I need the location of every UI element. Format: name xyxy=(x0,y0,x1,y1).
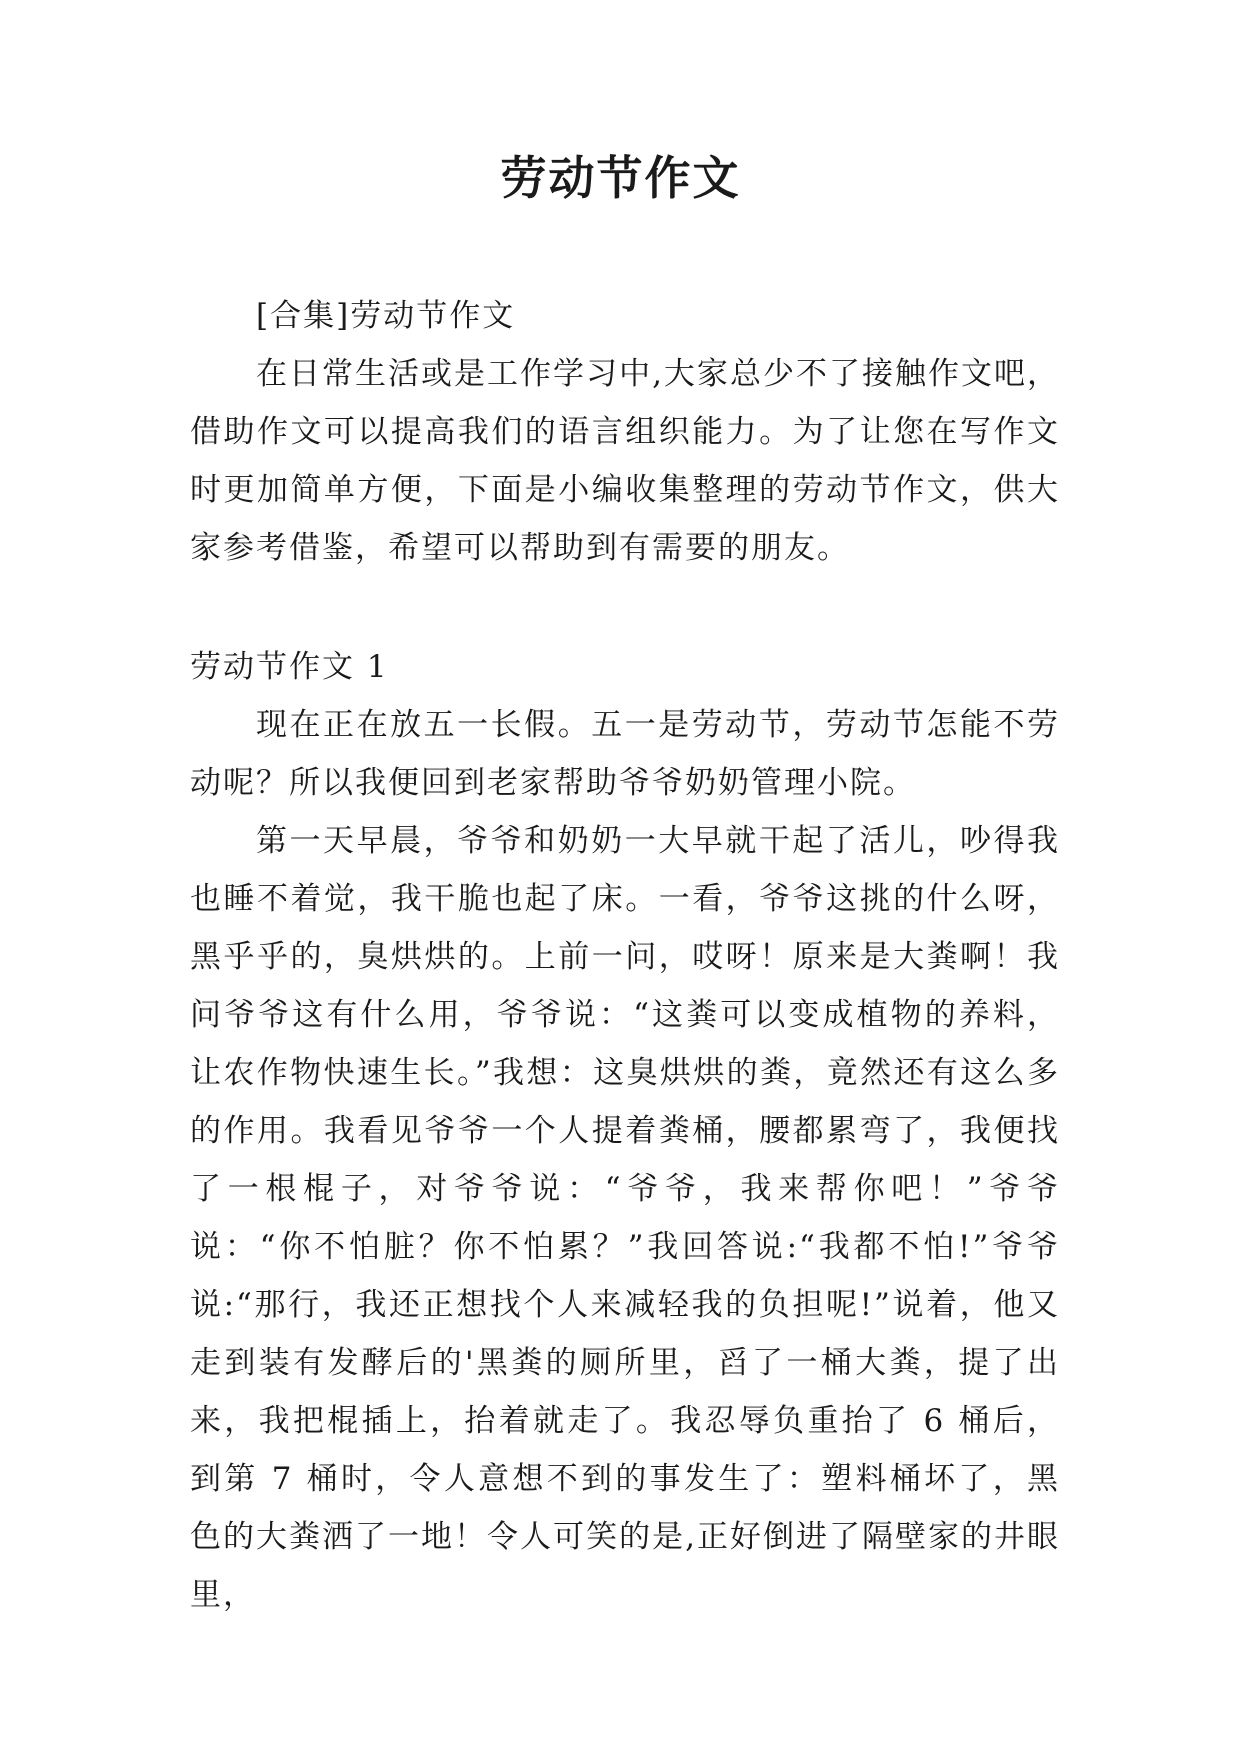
intro-section xyxy=(190,287,1060,577)
document-title: 劳动节作文 xyxy=(500,151,741,205)
article-heading: 劳动节作文 1 xyxy=(190,649,389,685)
article-paragraph: 现在正在放五一长假。五一是劳动节，劳动节怎能不劳动呢？所以我便回到老家帮助爷爷奶奶管理小院。 xyxy=(190,707,1060,801)
intro-subtitle: [合集]劳动节作文 xyxy=(256,298,516,334)
article-paragraph: 第一天早晨，爷爷和奶奶一大早就干起了活儿，吵得我也睡不着觉，我干脆也起了床。一看，爷爷这挑的什么呀，黑乎乎的，臭烘烘的。上前一问，哎呀！原来是大粪啊！我问爷爷这有什么用，爷爷说：“这粪可以变成植物的养料，让农作物快速生长。”我想：这臭烘烘的粪，竟然还有这么多的作用。我看见爷爷一个人提着粪桶，腰都累弯了，我便找了一根棍子，对爷爷说：“爷爷，我来帮你吧！”爷爷说：“你不怕脏？你不怕累？”我回答说:“我都不怕!”爷爷说:“那行，我还正想找个人来减轻我的负担呢!”说着，他又走到装有发酵后的'黑粪的厕所里，舀了一桶大粪，提了出来，我把棍插上，抬着就走了。我忍辱负重抬了 6 桶后，到第 7 桶时，令人意想不到的事发生了：塑料桶坏了，黑色的大粪洒了一地！令人可笑的是,正好倒进了隔壁家的井眼里， xyxy=(190,823,1060,1613)
article-section xyxy=(190,638,1060,1624)
intro-paragraph: 在日常生活或是工作学习中,大家总少不了接触作文吧，借助作文可以提高我们的语言组织能力。为了让您在写作文时更加简单方便，下面是小编收集整理的劳动节作文，供大家参考借鉴，希望可以帮助到有需要的朋友。 xyxy=(190,356,1060,566)
